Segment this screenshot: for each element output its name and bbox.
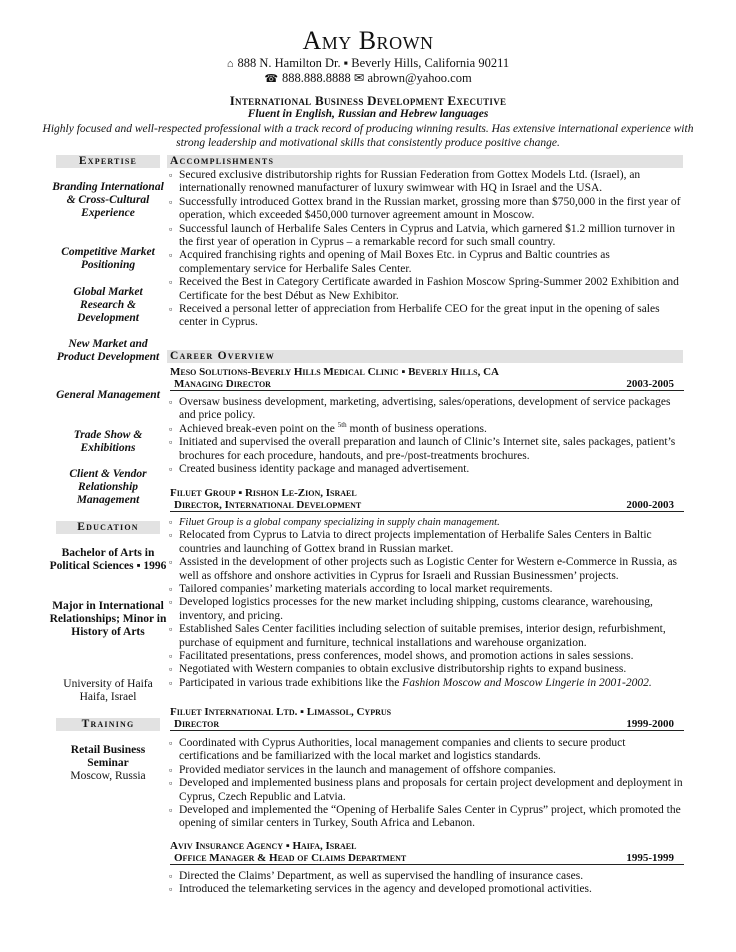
section-heading-education: Education (56, 521, 160, 534)
list-item: ▫ Developed and implemented business plans and proposals for certain project development and deployment in Cyprus, Czech Republic and Latvia. (170, 777, 684, 804)
list-item: ▫ Assisted in the development of other projects such as Logistic Center for Western e-Commerce in Russia, as well as offshore and onshore activities in Cyprus for Israeli and Russian Businessmen’ projects. (170, 556, 684, 583)
list-item: ▫ Developed and implemented the “Opening of Herbalife Sales Center in Cyprus” project, which promoted the opening of similar centers in Turkey, South Africa and Lebanon. (170, 804, 684, 831)
list-item: ▫ Created business identity package and managed advertisement. (170, 463, 684, 476)
list-item: ▫ Directed the Claims’ Department, as well as supervised the handling of insurance cases. (170, 870, 684, 883)
section-heading-expertise: Expertise (56, 155, 160, 168)
education-major: Major in International Relationships; Minor in History of Arts (49, 600, 167, 638)
job-company: Filuet Group ▪ Rishon Le-Zion, Israel (170, 487, 357, 499)
education-school: University of Haifa Haifa, Israel (63, 678, 153, 703)
bullet-text: Achieved break-even point on the (179, 422, 338, 435)
section-heading-career: Career Overview (167, 350, 683, 363)
bullet-superscript: 5th (337, 420, 347, 429)
job-company: Aviv Insurance Agency ▪ Haifa, Israel (170, 840, 357, 852)
list-item: ▫ Secured exclusive distributorship rights for Russian Federation from Gottex Models Ltd. (Israel), an internationally renowned manufacturer of luxury swimwear with HQ in Israel and the USA. (170, 169, 684, 196)
job-bullets (170, 870, 684, 897)
job-bullets (170, 396, 684, 476)
list-item: ▫ Acquired franchising rights and opening of Mail Boxes Etc. in Cyprus and Baltic countries as complementary service for Herbalife Sales Center. (170, 249, 684, 276)
list-item: ▫ Established Sales Center facilities including selection of suitable premises, interior design, refurbishment, purchase of equipment and furniture, technical installations and warehouse organization. (170, 623, 684, 650)
list-item: ▫ Successful launch of Herbalife Sales Centers in Cyprus and Latvia, which garnered $1.2 million turnover in the first year of operation in Cyprus – a remarkable record for such small country. (170, 223, 684, 250)
job-bullets (170, 737, 684, 831)
list-item: ▫ Received a personal letter of appreciation from Herbalife CEO for the great input in the opening of sales center in Cyprus. (170, 303, 684, 330)
expertise-item: Branding International & Cross-Cultural Experience (52, 181, 164, 219)
list-item: ▫ Oversaw business development, marketing, advertising, sales/operations, development of service packages and price policy. (170, 396, 684, 423)
bullet-text-italic: Fashion Moscow and Moscow Lingerie in 2001-2002. (402, 676, 652, 689)
list-item: ▫ Successfully introduced Gottex brand in the Russian market, grossing more than $750,000 in the first year of operation, which exceeded $450,000 turnover agreement amount in Moscow. (170, 196, 684, 223)
job-company: Filuet International Ltd. ▪ Limassol, Cyprus (170, 706, 392, 718)
job-dates: 1995-1999 (626, 852, 674, 864)
summary-paragraph: Highly focused and well-respected professional with a track record of producing winning results. Has extensive international experience with strong leadership and motivational skills that consistently produce positive change. (42, 123, 694, 149)
job-role: Director, International Development (174, 499, 362, 511)
expertise-item: Trade Show & Exhibitions (73, 429, 143, 454)
job-role: Office Manager & Head of Claims Department (174, 852, 407, 864)
candidate-name: Amy Brown (302, 26, 434, 55)
list-item: ▫ Introduced the telemarketing services in the agency and developed promotional activities. (170, 883, 684, 896)
education-degree: Bachelor of Arts in Political Sciences ▪ 1996 (49, 547, 167, 572)
section-heading-accomplishments: Accomplishments (167, 155, 683, 168)
accomplishments-list (170, 169, 684, 330)
expertise-item: Client & Vendor Relationship Management (69, 468, 147, 506)
list-item: ▫ Negotiated with Western companies to obtain exclusive distributorship rights to expand business. (170, 663, 684, 676)
languages-line: Fluent in English, Russian and Hebrew languages (247, 108, 489, 120)
list-item (170, 677, 684, 690)
list-item: ▫ Facilitated presentations, press conferences, model shows, and promotion actions in sales sessions. (170, 650, 684, 663)
list-item: ▫ Initiated and supervised the overall preparation and launch of Clinic’s Internet site, sales packages, patient’s brochures for each procedure, handouts, and pre-/post-treatments brochures. (170, 436, 684, 463)
section-heading-training: Training (56, 718, 160, 731)
job-role-line (170, 378, 684, 391)
bullet-text: month of business operations. (346, 422, 487, 435)
expertise-item: Competitive Market Positioning (61, 246, 155, 271)
list-item: ▫ Relocated from Cyprus to Latvia to direct projects implementation of Herbalife Sales Centers in Baltic countries and launching of Gottex brand in Russian market. (170, 529, 684, 556)
list-item: ▫ Received the Best in Category Certificate awarded in Fashion Moscow Spring-Summer 2002 Exhibition and Certificate for the best Début as New Exhibitor. (170, 276, 684, 303)
job-dates: 2003-2005 (626, 378, 674, 390)
list-item: ▫ Developed logistics processes for the new market including shipping, customs clearance, warehousing, inventory, and pricing. (170, 596, 684, 623)
training-course: Retail Business Seminar (70, 744, 146, 769)
expertise-item: New Market and Product Development (56, 338, 160, 363)
job-dates: 2000-2003 (626, 499, 674, 511)
bullet-text: Participated in various trade exhibitions like the (179, 676, 403, 689)
job-role: Director (174, 718, 220, 730)
job-company: Meso Solutions-Beverly Hills Medical Clinic ▪ Beverly Hills, CA (170, 366, 499, 378)
list-item: ▫ Tailored companies’ marketing materials according to local market requirements. (170, 583, 684, 596)
job-bullets (170, 516, 684, 690)
contact-phone-line (0, 70, 736, 87)
list-item: ▫ Provided mediator services in the launch and management of offshore companies. (170, 764, 684, 777)
job-role-line (170, 852, 684, 865)
training-place: Moscow, Russia (70, 770, 146, 782)
expertise-item: General Management (56, 389, 160, 401)
job-role-line (170, 499, 684, 512)
list-item (170, 420, 684, 436)
address: 888 N. Hamilton Dr. ▪ Beverly Hills, California 90211 (237, 56, 510, 70)
expertise-item: Global Market Research & Development (73, 286, 143, 324)
list-item: ▫ Filuet Group is a global company specializing in supply chain management. (170, 516, 684, 529)
job-role: Managing Director (174, 378, 271, 390)
headline-title: International Business Development Executive (229, 93, 507, 108)
job-role-line (170, 718, 684, 731)
phone-icon: ☎ (264, 73, 279, 85)
job-dates: 1999-2000 (626, 718, 674, 730)
house-icon: ⌂ (226, 58, 234, 70)
list-item: ▫ Coordinated with Cyprus Authorities, local management companies and clients to secure product certifications and be familiarized with the local market and logistics standards. (170, 737, 684, 764)
phone-email: 888.888.8888 ✉ abrown@yahoo.com (282, 71, 472, 85)
